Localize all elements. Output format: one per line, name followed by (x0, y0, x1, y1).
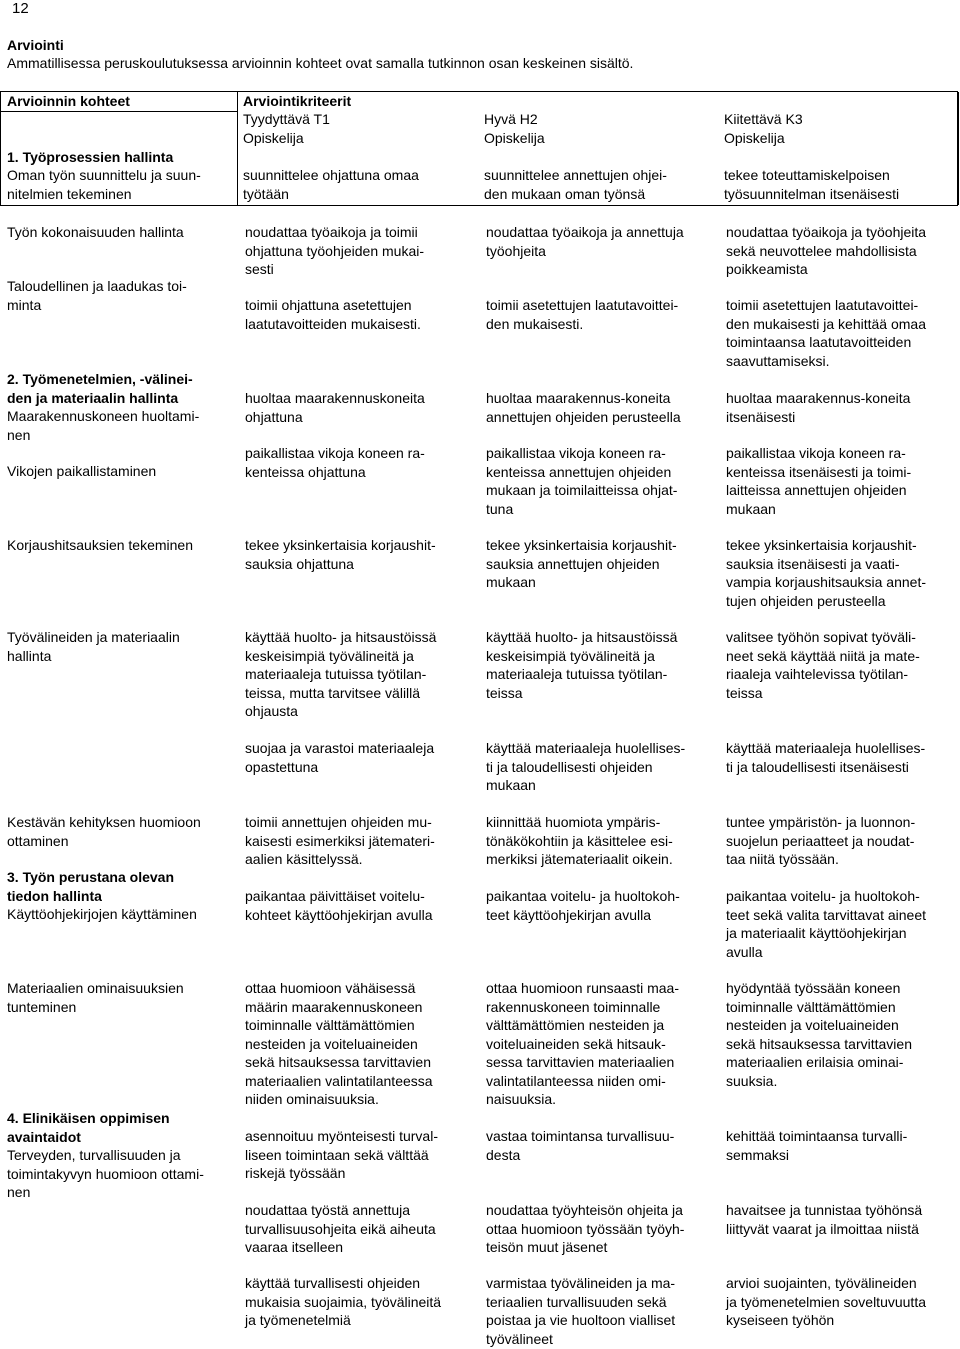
h2-cell: noudattaa työaikoja ja annettuja työohjeita (486, 224, 684, 259)
criteria-label: Korjaushitsauksien tekeminen (7, 537, 193, 553)
h2-cell: kiinnittää huomiota ympäris- tönäkökohtiin ja käsittelee esi- merkiksi jätemateriaalit oikein. (486, 814, 673, 867)
t1-cell: suojaa ja varastoi materiaaleja opastettuna (245, 740, 435, 775)
k3-cell: valitsee työhön sopivat työväli- neet sekä käyttää niitä ja mate- riaaleja vaihtelevissa työtilan- teissa (726, 629, 920, 701)
k3-cell: toimii asetettujen laatutavoittei- den mukaisesti ja kehittää omaa toimintaansa laatutavoitteiden saavuttamiseksi. (726, 297, 926, 369)
k3-cell: paikantaa voitelu- ja huoltokoh- teet sekä valita tarvittavat aineet ja materiaalit käyttöohjekirjan avulla (726, 888, 926, 960)
section-1-title: 1. Työprosessien hallinta (7, 149, 174, 165)
t1-cell: toimii ohjattuna asetettujen laatutavoitteiden mukaisesti. (245, 297, 421, 332)
criteria-label: Terveyden, turvallisuuden ja toimintakyvyn huomioon ottami- nen (7, 1147, 204, 1200)
k3-cell: kehittää toimintaansa turvalli- semmaksi (726, 1128, 908, 1163)
t1-cell: käyttää huolto- ja hitsaustöissä keskeisimpiä työvälineitä ja materiaaleja tutuissa työtilan- teissa, mutta tarvitsee välillä ohjausta (245, 629, 437, 719)
t1-cell: paikallistaa vikoja koneen ra- kenteissa ohjattuna (245, 445, 425, 480)
h2-cell: huoltaa maarakennus-koneita annettujen ohjeiden perusteella (486, 390, 681, 425)
header-k3: Kiitettävä K3 Opiskelija (724, 111, 803, 146)
criteria-label: Työvälineiden ja materiaalin hallinta (7, 629, 180, 664)
t1-cell: asennoituu myönteisesti turval- liseen toimintaan sekä välttää riskejä työssään (245, 1128, 438, 1181)
header-t1: Tyydyttävä T1 Opiskelija (243, 111, 330, 146)
header-divider (237, 92, 238, 205)
section-1-sub: Oman työn suunnittelu ja suun- nitelmien tekeminen (7, 167, 201, 202)
h2-cell: vastaa toimintansa turvallisuu- desta (486, 1128, 675, 1163)
h2-cell: noudattaa työyhteisön ohjeita ja ottaa huomioon työssään työyh- teisön muut jäsenet (486, 1202, 685, 1255)
k3-cell: havaitsee ja tunnistaa työhönsä liittyvät vaarat ja ilmoittaa niistä (726, 1202, 923, 1237)
criteria-label: Materiaalien ominaisuuksien tunteminen (7, 980, 184, 1015)
k3-cell: huoltaa maarakennus-koneita itsenäisesti (726, 390, 911, 425)
section-title: Arviointi (7, 37, 64, 53)
header-underline (1, 111, 237, 112)
h2-cell: paikallistaa vikoja koneen ra- kenteissa annettujen ohjeiden mukaan ja toimilaitteissa ohjat- tuna (486, 445, 678, 517)
h2-cell: ottaa huomioon runsaasti maa- rakennuskoneen toiminnalle välttämättömien nesteiden ja voiteluaineiden sekä hitsauk- sessa tarvittavien materiaalien valintatilanteessa niiden omi- naisuuksia. (486, 980, 679, 1107)
criteria-label: Taloudellinen ja laadukas toi- minta (7, 278, 187, 313)
section-4-title: 4. Elinikäisen oppimisen avaintaidot (7, 1110, 170, 1145)
t1-cell: ottaa huomioon vähäisessä määrin maarakennuskoneen toiminnalle välttämättömien nesteiden ja voiteluaineiden sekä hitsauksessa tarvittavien materiaalien valintatilanteessa niiden ominaisuuksia. (245, 980, 433, 1107)
header-col1: Arvioinnin kohteet (7, 93, 130, 109)
k3-cell: noudattaa työaikoja ja työohjeita sekä neuvottelee mahdollisista poikkeamista (726, 224, 927, 277)
criteria-label: Työn kokonaisuuden hallinta (7, 224, 184, 240)
header-col2: Arviointikriteerit (243, 93, 352, 109)
header-divider-right (958, 92, 959, 205)
t1-cell: käyttää turvallisesti ohjeiden mukaisia suojaimia, työvälineitä ja työmenetelmiä (245, 1275, 442, 1328)
section-3-title: 3. Työn perustana olevan tiedon hallinta (7, 869, 175, 904)
h2-cell: paikantaa voitelu- ja huoltokoh- teet käyttöohjekirjan avulla (486, 888, 680, 923)
h2-plan: suunnittelee annettujen ohjei- den mukaan oman työnsä (484, 167, 667, 202)
k3-cell: käyttää materiaaleja huolellises- ti ja taloudellisesti itsenäisesti (726, 740, 926, 775)
criteria-label: Kestävän kehityksen huomioon ottaminen (7, 814, 201, 849)
t1-cell: toimii annettujen ohjeiden mu- kaisesti esimerkiksi jätemateri- aalien käsittelyssä. (245, 814, 435, 867)
k3-cell: hyödyntää työssään koneen toiminnalle välttämättömien nesteiden ja voiteluaineiden sekä hitsauksessa tarvittavien materiaalien erilaisia ominai- suuksia. (726, 980, 912, 1089)
k3-cell: tuntee ympäristön- ja luonnon- suojelun periaatteet ja noudat- taa niitä työssään. (726, 814, 916, 867)
t1-cell: paikantaa päivittäiset voitelu- kohteet käyttöohjekirjan avulla (245, 888, 433, 923)
section-2-title: 2. Työmenetelmien, -välinei- den ja materiaalin hallinta (7, 371, 193, 406)
intro-text: Ammatillisessa peruskoulutuksessa arvioinnin kohteet ovat samalla tutkinnon osan keskeinen sisältö. (7, 55, 634, 71)
h2-cell: varmistaa työvälineiden ja ma- teriaalien turvallisuuden sekä poistaa ja vie huoltoon vialliset työvälineet (486, 1275, 676, 1347)
t1-cell: noudattaa työstä annettuja turvallisuusohjeita eikä aiheuta vaaraa itselleen (245, 1202, 436, 1255)
h2-cell: käyttää huolto- ja hitsaustöissä keskeisimpiä työvälineitä ja materiaaleja tutuissa työtilan- teissa (486, 629, 678, 701)
criteria-label: Maarakennuskoneen huoltami- nen (7, 408, 200, 443)
k3-cell: tekee yksinkertaisia korjaushit- sauksia itsenäisesti ja vaati- vampia korjaushitsauksia annet- tujen ohjeiden perusteella (726, 537, 926, 609)
k3-cell: paikallistaa vikoja koneen ra- kenteissa itsenäisesti ja toimi- laitteissa annettujen ohjeiden mukaan (726, 445, 912, 517)
k3-cell: arvioi suojainten, työvälineiden ja työmenetelmien soveltuvuutta kyseiseen työhön (726, 1275, 926, 1328)
h2-cell: toimii asetettujen laatutavoittei- den mukaisesti. (486, 297, 679, 332)
page-number: 12 (12, 0, 29, 17)
t1-cell: noudattaa työaikoja ja toimii ohjattuna työohjeiden mukai- sesti (245, 224, 425, 277)
h2-cell: käyttää materiaaleja huolellises- ti ja taloudellisesti ohjeiden mukaan (486, 740, 686, 793)
header-h2: Hyvä H2 Opiskelija (484, 111, 545, 146)
criteria-label: Käyttöohjekirjojen käyttäminen (7, 906, 197, 922)
t1-plan: suunnittelee ohjattuna omaa työtään (243, 167, 419, 202)
t1-cell: huoltaa maarakennuskoneita ohjattuna (245, 390, 425, 425)
criteria-label: Vikojen paikallistaminen (7, 463, 157, 479)
t1-cell: tekee yksinkertaisia korjaushit- sauksia ohjattuna (245, 537, 436, 572)
h2-cell: tekee yksinkertaisia korjaushit- sauksia annettujen ohjeiden mukaan (486, 537, 677, 590)
k3-plan: tekee toteuttamiskelpoisen työsuunnitelman itsenäisesti (724, 167, 900, 202)
